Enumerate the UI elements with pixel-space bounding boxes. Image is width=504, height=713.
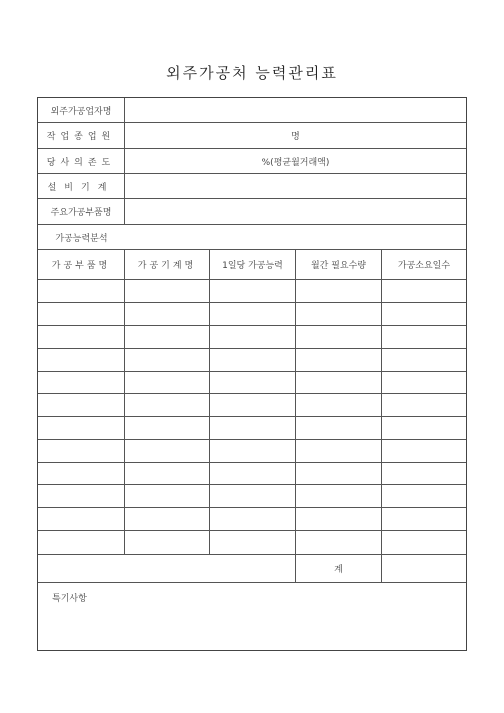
info-label: 외주가공업자명 — [38, 98, 125, 122]
total-blank-cell — [38, 555, 296, 582]
remarks-label: 특기사항 — [52, 594, 87, 604]
table-row — [38, 440, 466, 463]
info-label: 당사의존도 — [38, 149, 125, 173]
monthly-quantity-cell[interactable] — [296, 508, 382, 530]
monthly-quantity-cell[interactable] — [296, 531, 382, 554]
table-row — [38, 372, 466, 394]
column-header: 가공부품명 — [38, 250, 125, 279]
table-header — [38, 250, 466, 280]
column-header: 가공기계명 — [125, 250, 210, 279]
remarks-area[interactable] — [38, 583, 466, 650]
table-row — [38, 349, 466, 372]
info-row-equipment — [38, 174, 466, 199]
required-days-cell[interactable] — [382, 326, 466, 348]
required-days-cell[interactable] — [382, 394, 466, 416]
part-name-cell[interactable] — [38, 326, 125, 348]
required-days-cell[interactable] — [382, 417, 466, 439]
daily-capacity-cell[interactable] — [210, 280, 296, 302]
required-days-cell[interactable] — [382, 485, 466, 507]
info-label: 설비기계 — [38, 174, 125, 198]
daily-capacity-cell[interactable] — [210, 531, 296, 554]
table-row — [38, 280, 466, 303]
info-label: 가공능력분석 — [55, 233, 108, 244]
daily-capacity-cell[interactable] — [210, 463, 296, 484]
table-row — [38, 485, 466, 508]
column-header: 월간 필요수량 — [296, 250, 382, 279]
daily-capacity-cell[interactable] — [210, 485, 296, 507]
dependency-field[interactable]: %(평균월거래액) — [261, 157, 330, 168]
table-row — [38, 394, 466, 417]
part-name-cell[interactable] — [38, 463, 125, 484]
machine-name-cell[interactable] — [125, 280, 210, 302]
total-row — [38, 555, 466, 583]
machine-name-cell[interactable] — [125, 372, 210, 393]
required-days-cell[interactable] — [382, 280, 466, 302]
info-label: 작업종업원 — [38, 123, 125, 148]
required-days-cell[interactable] — [382, 440, 466, 462]
part-name-cell[interactable] — [38, 280, 125, 302]
monthly-quantity-cell[interactable] — [296, 463, 382, 484]
monthly-quantity-cell[interactable] — [296, 394, 382, 416]
total-label: 계 — [296, 555, 382, 582]
daily-capacity-cell[interactable] — [210, 394, 296, 416]
vendor-name-field[interactable] — [125, 98, 466, 122]
machine-name-cell[interactable] — [125, 303, 210, 325]
machine-name-cell[interactable] — [125, 463, 210, 484]
table-row — [38, 508, 466, 531]
part-name-cell[interactable] — [38, 508, 125, 530]
daily-capacity-cell[interactable] — [210, 372, 296, 393]
machine-name-cell[interactable] — [125, 531, 210, 554]
required-days-cell[interactable] — [382, 531, 466, 554]
capacity-form — [37, 97, 467, 651]
daily-capacity-cell[interactable] — [210, 440, 296, 462]
employee-count-field[interactable]: 명 — [291, 132, 300, 142]
required-days-cell[interactable] — [382, 463, 466, 484]
column-header: 가공소요일수 — [397, 261, 451, 271]
monthly-quantity-cell[interactable] — [296, 440, 382, 462]
total-value-cell[interactable] — [382, 555, 466, 582]
monthly-quantity-cell[interactable] — [296, 485, 382, 507]
required-days-cell[interactable] — [382, 372, 466, 393]
part-name-cell[interactable] — [38, 303, 125, 325]
daily-capacity-cell[interactable] — [210, 417, 296, 439]
machine-name-cell[interactable] — [125, 508, 210, 530]
part-name-cell[interactable] — [38, 417, 125, 439]
part-name-cell[interactable] — [38, 349, 125, 371]
table-row — [38, 326, 466, 349]
part-name-cell[interactable] — [38, 372, 125, 393]
monthly-quantity-cell[interactable] — [296, 303, 382, 325]
daily-capacity-cell[interactable] — [210, 508, 296, 530]
daily-capacity-cell[interactable] — [210, 349, 296, 371]
monthly-quantity-cell[interactable] — [296, 349, 382, 371]
part-name-cell[interactable] — [38, 394, 125, 416]
table-row — [38, 417, 466, 440]
main-parts-field[interactable] — [125, 199, 466, 224]
info-row-parts — [38, 199, 466, 225]
column-header: 1일당 가공능력 — [210, 250, 296, 279]
monthly-quantity-cell[interactable] — [296, 372, 382, 393]
machine-name-cell[interactable] — [125, 440, 210, 462]
part-name-cell[interactable] — [38, 531, 125, 554]
table-row — [38, 463, 466, 485]
info-label: 주요가공부품명 — [38, 199, 125, 224]
machine-name-cell[interactable] — [125, 394, 210, 416]
monthly-quantity-cell[interactable] — [296, 326, 382, 348]
machine-name-cell[interactable] — [125, 326, 210, 348]
info-row-analysis — [38, 225, 466, 250]
required-days-cell[interactable] — [382, 349, 466, 371]
page-title: 외주가공처 능력관리표 — [166, 64, 338, 82]
table-row — [38, 531, 466, 555]
info-row-vendor — [38, 98, 466, 123]
table-row — [38, 303, 466, 326]
monthly-quantity-cell[interactable] — [296, 280, 382, 302]
monthly-quantity-cell[interactable] — [296, 417, 382, 439]
equipment-field[interactable] — [125, 174, 466, 198]
info-row-employees — [38, 123, 466, 149]
daily-capacity-cell[interactable] — [210, 303, 296, 325]
required-days-cell[interactable] — [382, 303, 466, 325]
machine-name-cell[interactable] — [125, 417, 210, 439]
part-name-cell[interactable] — [38, 440, 125, 462]
info-row-dependency — [38, 149, 466, 174]
required-days-cell[interactable] — [382, 508, 466, 530]
machine-name-cell[interactable] — [125, 349, 210, 371]
daily-capacity-cell[interactable] — [210, 326, 296, 348]
part-name-cell[interactable] — [38, 485, 125, 507]
machine-name-cell[interactable] — [125, 485, 210, 507]
